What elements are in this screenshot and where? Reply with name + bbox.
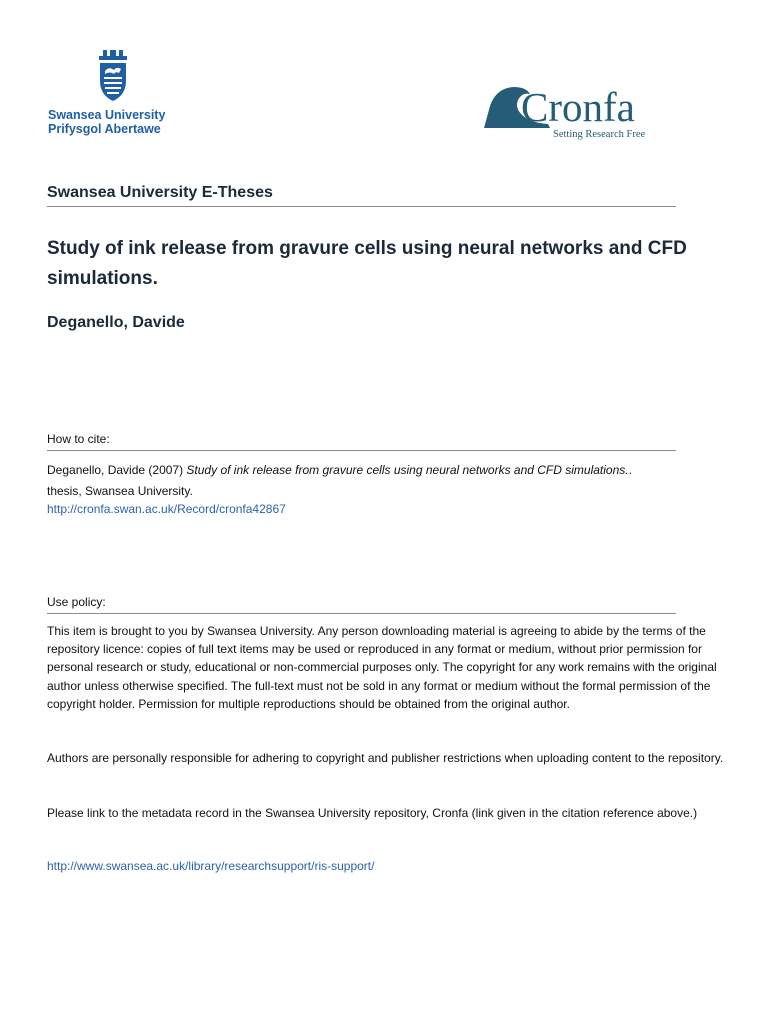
policy-divider — [47, 613, 676, 614]
cronfa-logo-text: Cronfa — [521, 84, 635, 130]
citation-record-link[interactable]: http://cronfa.swan.ac.uk/Record/cronfa42867 — [47, 502, 286, 516]
citation-divider — [47, 450, 676, 451]
university-name-welsh: Prifysgol Abertawe — [48, 122, 161, 136]
policy-paragraph-link-request: Please link to the metadata record in the Swansea University repository, Cronfa (link given in the citation reference above.) — [47, 806, 698, 820]
thesis-author: Deganello, Davide — [47, 314, 185, 331]
university-crest-icon — [92, 50, 134, 106]
citation-title: Study of ink release from gravure cells using neural networks and CFD simulations. — [186, 463, 629, 477]
university-name — [48, 108, 165, 136]
university-name-english: Swansea University — [48, 108, 166, 122]
collection-divider — [47, 206, 676, 207]
ris-support-link[interactable]: http://www.swansea.ac.uk/library/researchsupport/ris-support/ — [47, 859, 375, 873]
citation-text — [47, 463, 632, 477]
thesis-title: Study of ink release from gravure cells using neural networks and CFD simulations. — [47, 238, 687, 289]
citation-publisher: thesis, Swansea University. — [47, 484, 193, 498]
use-policy-label: Use policy: — [47, 595, 106, 609]
citation-author-year: Deganello, Davide (2007) — [47, 463, 187, 477]
collection-title: Swansea University E-Theses — [47, 184, 273, 201]
citation-suffix: . — [628, 463, 632, 477]
how-to-cite-label: How to cite: — [47, 432, 110, 446]
cronfa-tagline: Setting Research Free — [553, 129, 646, 140]
policy-paragraph-licence: This item is brought to you by Swansea University. Any person downloading material is agreeing to abide by the terms of the repository licence: copies of full text items may be used or reproduced in any format or medium, without prior permission for personal research or study, educational or non-commercial purposes only. The copyright for any work remains with the original author unless otherwise specified. The full-text must not be sold in any format or medium without the formal permission of the copyright holder. Permission for multiple reproductions should be obtained from the original author. — [47, 624, 717, 711]
policy-paragraph-copyright: Authors are personally responsible for adhering to copyright and publisher restrictions when uploading content to the repository. — [47, 751, 724, 765]
